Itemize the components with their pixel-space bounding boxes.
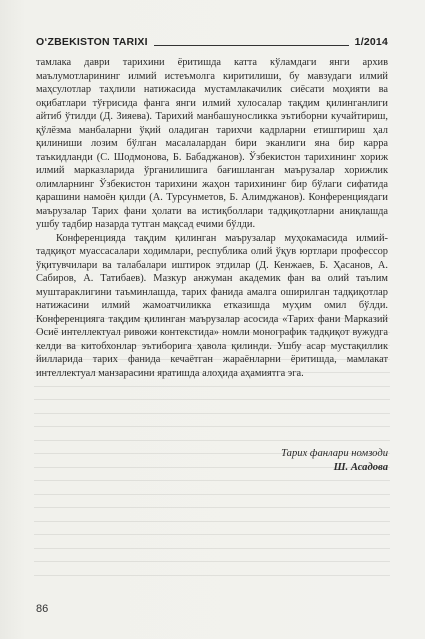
author-degree: Тарих фанлари номзоди (281, 448, 388, 459)
paragraph-1: тамлака даври тарихини ёритишда катта кўламдаги янги архив маълумотларининг илмий истеъмолга киритилиши, бу мавзудаги илмий маҳсулотлар таҳлили натижасида мустамлакачилик сиёсати моҳияти ва оқибатлари тўғрисида фанга янги илмий хулосалар тақдим қилинганлиги айтиб ўтилди (Д. Зияева). Тарихий манбашуносликка эътиборни кучайтириш, қўлёзма манбаларни ўқий оладиган тарихчи кадрларни етиштириш ҳал қилиниши лозим бўлган масалалардан бири эканлиги яна бир карра таъкидланди (С. Шодмонова, Б. Бабаджанов). Ўзбекистон тарихининг хориж илмий марказларида ўрганилишига бағишланган маърузалар хорижлик олимларнинг Ўзбекистон тарихини жаҳон тарихининг бир бўлаги сифатида қарашини намоён қилди (А. Турсунметов, Б. Алимджанов). Конференциядаги маърузалар Тарих фани ҳолати ва истиқболлари тадқиқотларни аниқлашда ушбу тадбир назарда тутган мақсад ечими бўлди. (36, 57, 388, 230)
author-signature (281, 447, 388, 475)
author-name: Ш. Асадова (333, 462, 388, 473)
page-number: 86 (36, 603, 49, 615)
header-rule (154, 45, 349, 46)
running-header (36, 34, 388, 48)
journal-title: O‘ZBEKISTON TARIXI (36, 36, 148, 48)
paragraph-2: Конференцияда тақдим қилинган маърузалар муҳокамасида илмий-тадқиқот муассасалари ходимлари, республика олий ўқув юртлари профессор ўқитувчилари ва талабалари иштирок этдилар (Д. Кенжаев, Б. Ҳасанов, А. Сабиров, А. Татибаев). Мазкур анжуман академик фан ва олий таълим муштараклигини таъминлашда, тарих фанида амалга оширилган тадқиқотлар натижасини илмий жамоатчиликка етказишда муҳим омил бўлди. Конференцияга тақдим қилинган маърузалар асосида «Тарих фани Марказий Осиё интеллектуал ривожи контекстида» номли монографик тадқиқот вужудга келди ва китобхонлар эътиборига ҳавола қилинди. Ушбу асар мустақиллик йилларида тарих фанида кечаётган жараёнларни ёритишда, мамлакат интеллектуал манзарасини яратишда алоҳида аҳамиятга эга. (36, 232, 388, 379)
article-body (36, 56, 388, 380)
issue-number: 1/2014 (354, 36, 388, 48)
